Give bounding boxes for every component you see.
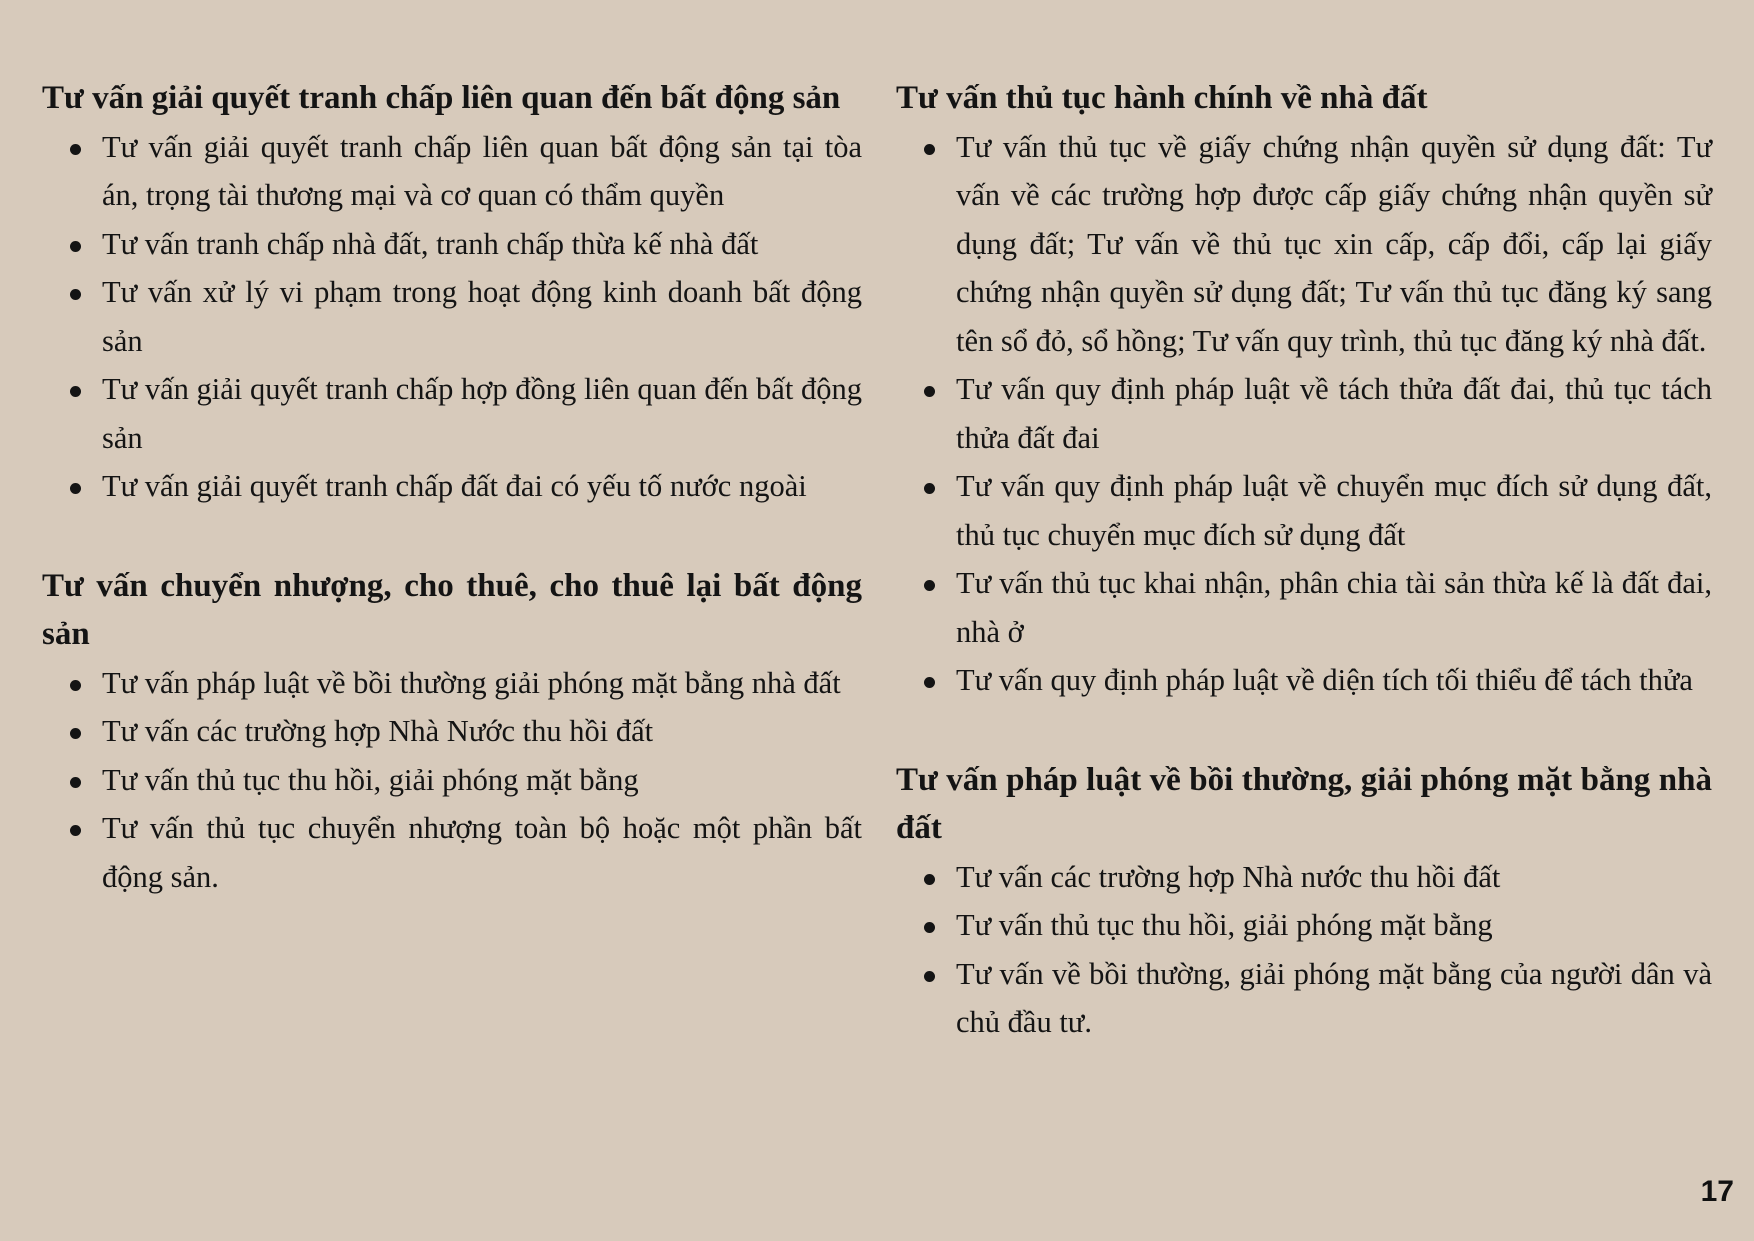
bullet-icon bbox=[70, 241, 81, 252]
bullet-list bbox=[42, 123, 862, 511]
list-item: Tư vấn các trường hợp Nhà Nước thu hồi đất bbox=[42, 707, 862, 756]
list-item: Tư vấn giải quyết tranh chấp đất đai có yếu tố nước ngoài bbox=[42, 462, 862, 511]
list-item: Tư vấn quy định pháp luật về chuyển mục đích sử dụng đất, thủ tục chuyển mục đích sử dụng đất bbox=[896, 462, 1712, 559]
bullet-icon bbox=[924, 144, 935, 155]
bullet-icon bbox=[70, 728, 81, 739]
bullet-icon bbox=[924, 580, 935, 591]
bullet-icon bbox=[70, 144, 81, 155]
list-item: Tư vấn quy định pháp luật về tách thửa đất đai, thủ tục tách thửa đất đai bbox=[896, 365, 1712, 462]
bullet-icon bbox=[70, 289, 81, 300]
section-heading: Tư vấn chuyển nhượng, cho thuê, cho thuê lại bất động sản bbox=[42, 567, 862, 652]
bullet-icon bbox=[924, 971, 935, 982]
bullet-list bbox=[896, 123, 1712, 705]
list-item: Tư vấn tranh chấp nhà đất, tranh chấp thừa kế nhà đất bbox=[42, 220, 862, 269]
list-item: Tư vấn thủ tục chuyển nhượng toàn bộ hoặc một phần bất động sản. bbox=[42, 804, 862, 901]
page-number: 17 bbox=[1700, 1175, 1734, 1208]
list-item: Tư vấn xử lý vi phạm trong hoạt động kinh doanh bất động sản bbox=[42, 268, 862, 365]
list-item: Tư vấn về bồi thường, giải phóng mặt bằng của người dân và chủ đầu tư. bbox=[896, 950, 1712, 1047]
bullet-icon bbox=[70, 825, 81, 836]
section-dispute-resolution bbox=[42, 74, 862, 511]
list-item: Tư vấn giải quyết tranh chấp liên quan bất động sản tại tòa án, trọng tài thương mại và cơ quan có thẩm quyền bbox=[42, 123, 862, 220]
bullet-list bbox=[42, 659, 862, 902]
bullet-icon bbox=[70, 483, 81, 494]
list-item: Tư vấn pháp luật về bồi thường giải phóng mặt bằng nhà đất bbox=[42, 659, 862, 708]
section-heading: Tư vấn thủ tục hành chính về nhà đất bbox=[896, 80, 1428, 116]
section-transfer-lease bbox=[42, 562, 862, 902]
section-administrative-procedures bbox=[896, 74, 1712, 705]
bullet-icon bbox=[924, 922, 935, 933]
list-item: Tư vấn giải quyết tranh chấp hợp đồng liên quan đến bất động sản bbox=[42, 365, 862, 462]
section-heading: Tư vấn pháp luật về bồi thường, giải phóng mặt bằng nhà đất bbox=[896, 761, 1712, 846]
bullet-icon bbox=[924, 677, 935, 688]
bullet-icon bbox=[924, 386, 935, 397]
list-item: Tư vấn các trường hợp Nhà nước thu hồi đất bbox=[896, 853, 1712, 902]
list-item: Tư vấn thủ tục về giấy chứng nhận quyền sử dụng đất: Tư vấn về các trường hợp được cấp giấy chứng nhận quyền sử dụng đất; Tư vấn về thủ tục xin cấp, cấp đổi, cấp lại giấy chứng nhận quyền sử dụng đất; Tư vấn thủ tục đăng ký sang tên sổ đỏ, sổ hồng; Tư vấn quy trình, thủ tục đăng ký nhà đất. bbox=[896, 123, 1712, 366]
list-item: Tư vấn quy định pháp luật về diện tích tối thiểu để tách thửa bbox=[896, 656, 1712, 705]
list-item: Tư vấn thủ tục khai nhận, phân chia tài sản thừa kế là đất đai, nhà ở bbox=[896, 559, 1712, 656]
section-compensation-clearance bbox=[896, 756, 1712, 1047]
left-column bbox=[42, 74, 862, 952]
section-heading: Tư vấn giải quyết tranh chấp liên quan đến bất động sản bbox=[42, 80, 841, 116]
bullet-icon bbox=[70, 777, 81, 788]
bullet-icon bbox=[70, 386, 81, 397]
bullet-icon bbox=[70, 680, 81, 691]
bullet-list bbox=[896, 853, 1712, 1047]
bullet-icon bbox=[924, 483, 935, 494]
bullet-icon bbox=[924, 874, 935, 885]
right-column bbox=[896, 74, 1712, 1098]
list-item: Tư vấn thủ tục thu hồi, giải phóng mặt bằng bbox=[42, 756, 862, 805]
list-item: Tư vấn thủ tục thu hồi, giải phóng mặt bằng bbox=[896, 901, 1712, 950]
